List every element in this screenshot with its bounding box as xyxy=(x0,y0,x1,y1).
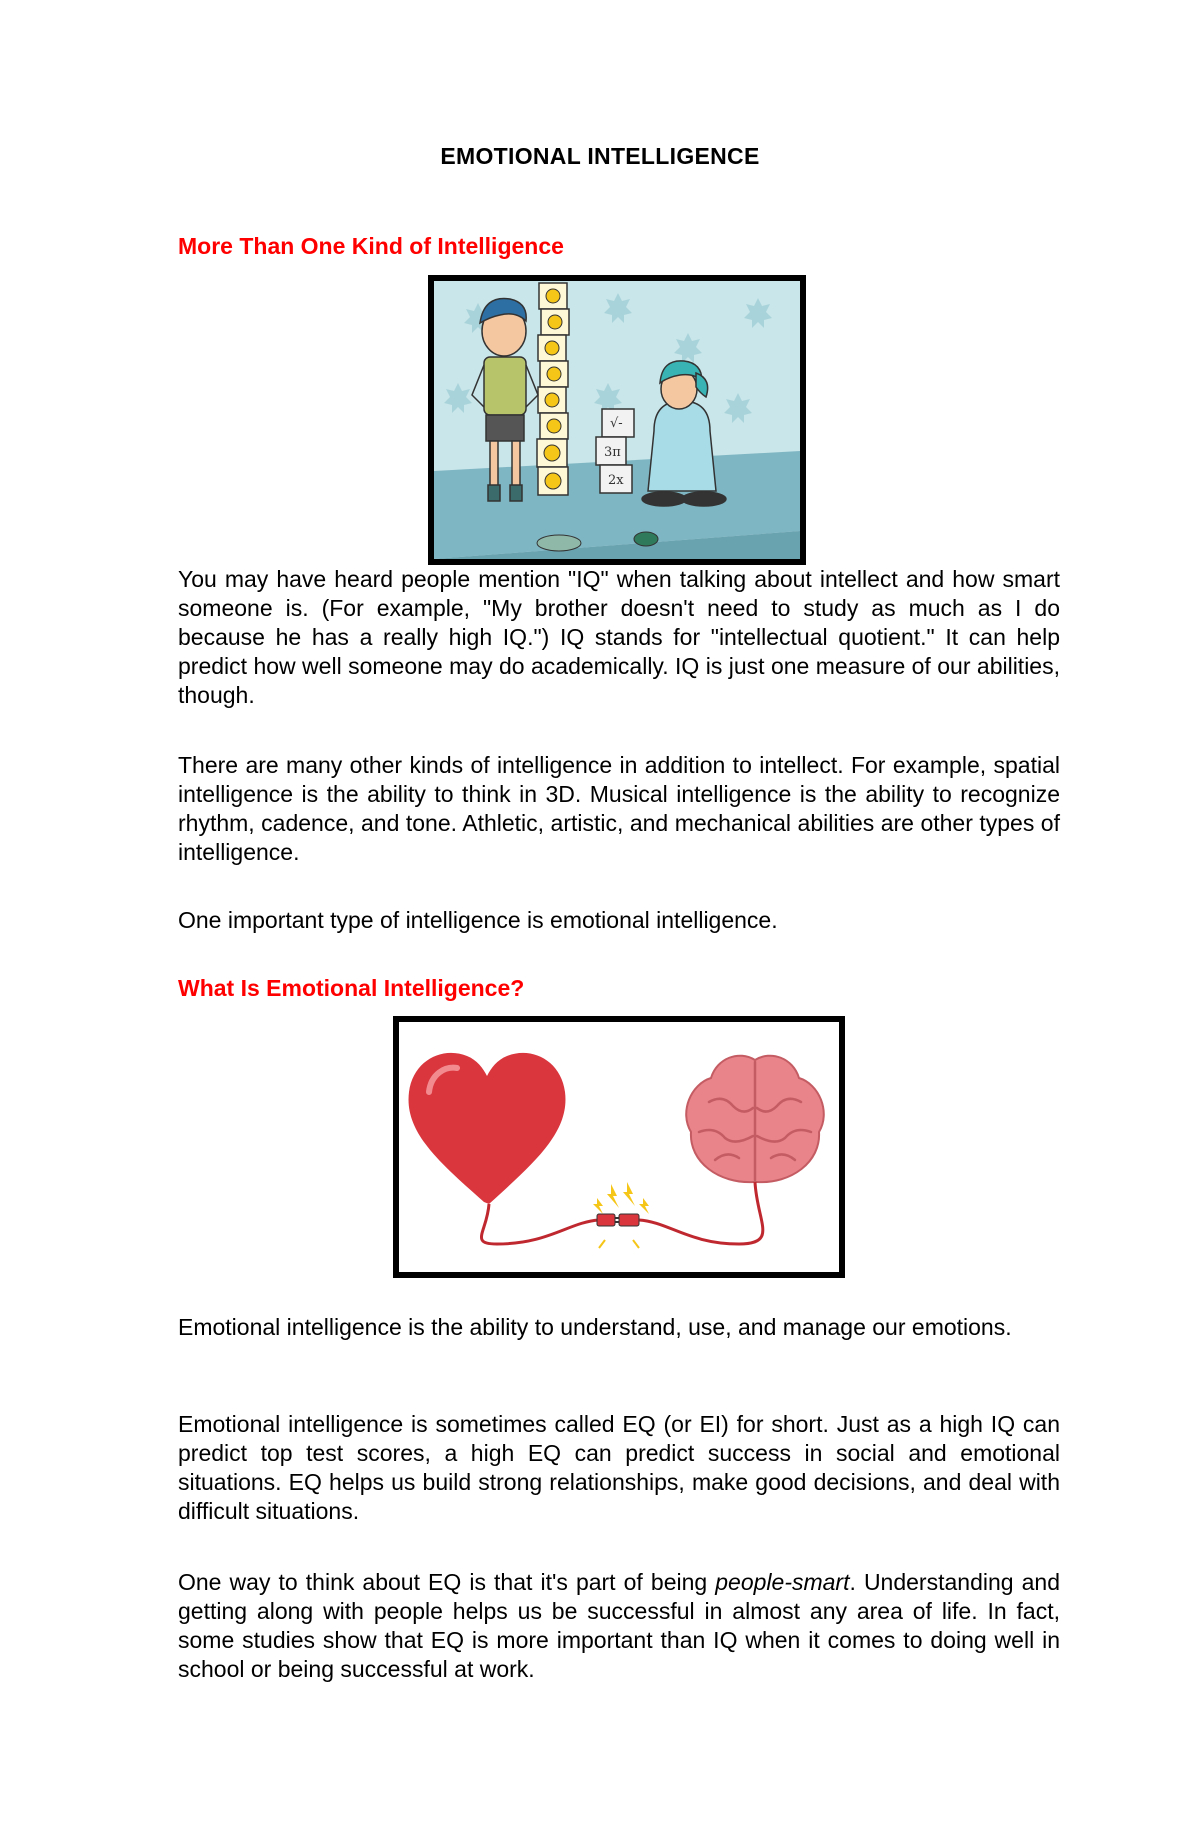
paragraph-iq-intro: You may have heard people mention "IQ" when talking about intellect and how smart someone is. (For example, "My brother doesn't need to study as much as I do because he has a really high IQ.") IQ stands for "intellectual quotient." It can help predict how well someone may do academically. IQ is just one measure of our abilities, though. xyxy=(178,566,1060,708)
people-smart-emphasis: people-smart xyxy=(715,1569,850,1595)
paragraph-emotional-intelligence-mention: One important type of intelligence is emotional intelligence. xyxy=(178,907,778,933)
heart-brain-illustration xyxy=(393,1016,845,1278)
paragraph-eq-explained: Emotional intelligence is sometimes called EQ (or EI) for short. Just as a high IQ can predict top test scores, a high EQ can predict success in social and emotional situations. EQ helps us build strong relationships, make good decisions, and deal with difficult situations. xyxy=(178,1411,1060,1524)
svg-text:√-: √- xyxy=(610,416,623,431)
people-smart-text-before: One way to think about EQ is that it's part of being xyxy=(178,1569,716,1595)
paragraph-people-smart xyxy=(178,1568,1060,1684)
section-heading-intelligence-kinds: More Than One Kind of Intelligence xyxy=(178,233,564,259)
page-title: EMOTIONAL INTELLIGENCE xyxy=(440,143,760,169)
svg-text:2x: 2x xyxy=(608,473,624,488)
kids-blocks-illustration xyxy=(428,275,806,565)
paragraph-ei-definition: Emotional intelligence is the ability to understand, use, and manage our emotions. xyxy=(178,1314,1012,1340)
paragraph-other-intelligences: There are many other kinds of intelligence in addition to intellect. For example, spatial intelligence is the ability to think in 3D. Musical intelligence is the ability to recognize rhythm, cadence, and tone. Athletic, artistic, and mechanical abilities are other types of intelligence. xyxy=(178,752,1060,865)
people-smart-text-after: . Understanding and getting along with people helps us be successful in almost any area of life. In fact, some studies show that EQ is more important than IQ when it comes to doing well in school or being successful at work. xyxy=(178,1569,1060,1682)
svg-text:3π: 3π xyxy=(604,445,621,460)
section-heading-what-is-ei: What Is Emotional Intelligence? xyxy=(178,975,525,1001)
